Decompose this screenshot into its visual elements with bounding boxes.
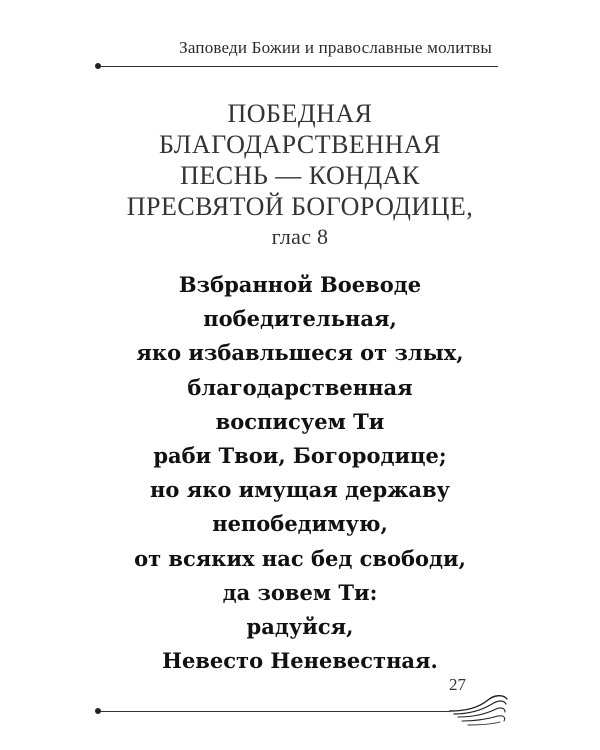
footer-rule-dot (95, 708, 101, 714)
header-rule (98, 66, 498, 67)
prayer-line: яко избавльшеся от злых, (136, 340, 464, 366)
prayer-line: радуйся, (246, 614, 354, 640)
prayer-line: восписуем Ти (215, 408, 385, 434)
prayer-line: раби Твои, Богородице; (153, 443, 447, 469)
prayer-line: благодарственная (187, 374, 413, 400)
prayer-line: непобедимую, (212, 511, 388, 537)
flourish-ornament-icon (448, 690, 510, 730)
title-line: ПЕСНЬ — КОНДАК (180, 161, 420, 190)
prayer-title (100, 98, 500, 252)
prayer-line: да зовем Ти: (222, 579, 378, 605)
title-line: БЛАГОДАРСТВЕННАЯ (159, 130, 441, 159)
prayer-line: но яко имущая державу (150, 477, 450, 503)
title-line: ПРЕСВЯТОЙ БОГОРОДИЦЕ, (126, 192, 474, 221)
header-rule-dot (95, 63, 101, 69)
title-line: ПОБЕДНАЯ (227, 99, 373, 128)
page-number: 27 (449, 675, 466, 694)
running-header: Заповеди Божии и православные молитвы (179, 38, 492, 57)
footer-rule (98, 711, 450, 712)
prayer-text (95, 268, 505, 678)
prayer-line: победительная, (203, 306, 397, 332)
prayer-line: от всяких нас бед свободи, (134, 545, 466, 571)
prayer-line: Взбранной Воеводе (178, 272, 422, 297)
prayer-line: Невесто Неневестная. (162, 648, 438, 674)
title-tone: глас 8 (271, 224, 329, 249)
